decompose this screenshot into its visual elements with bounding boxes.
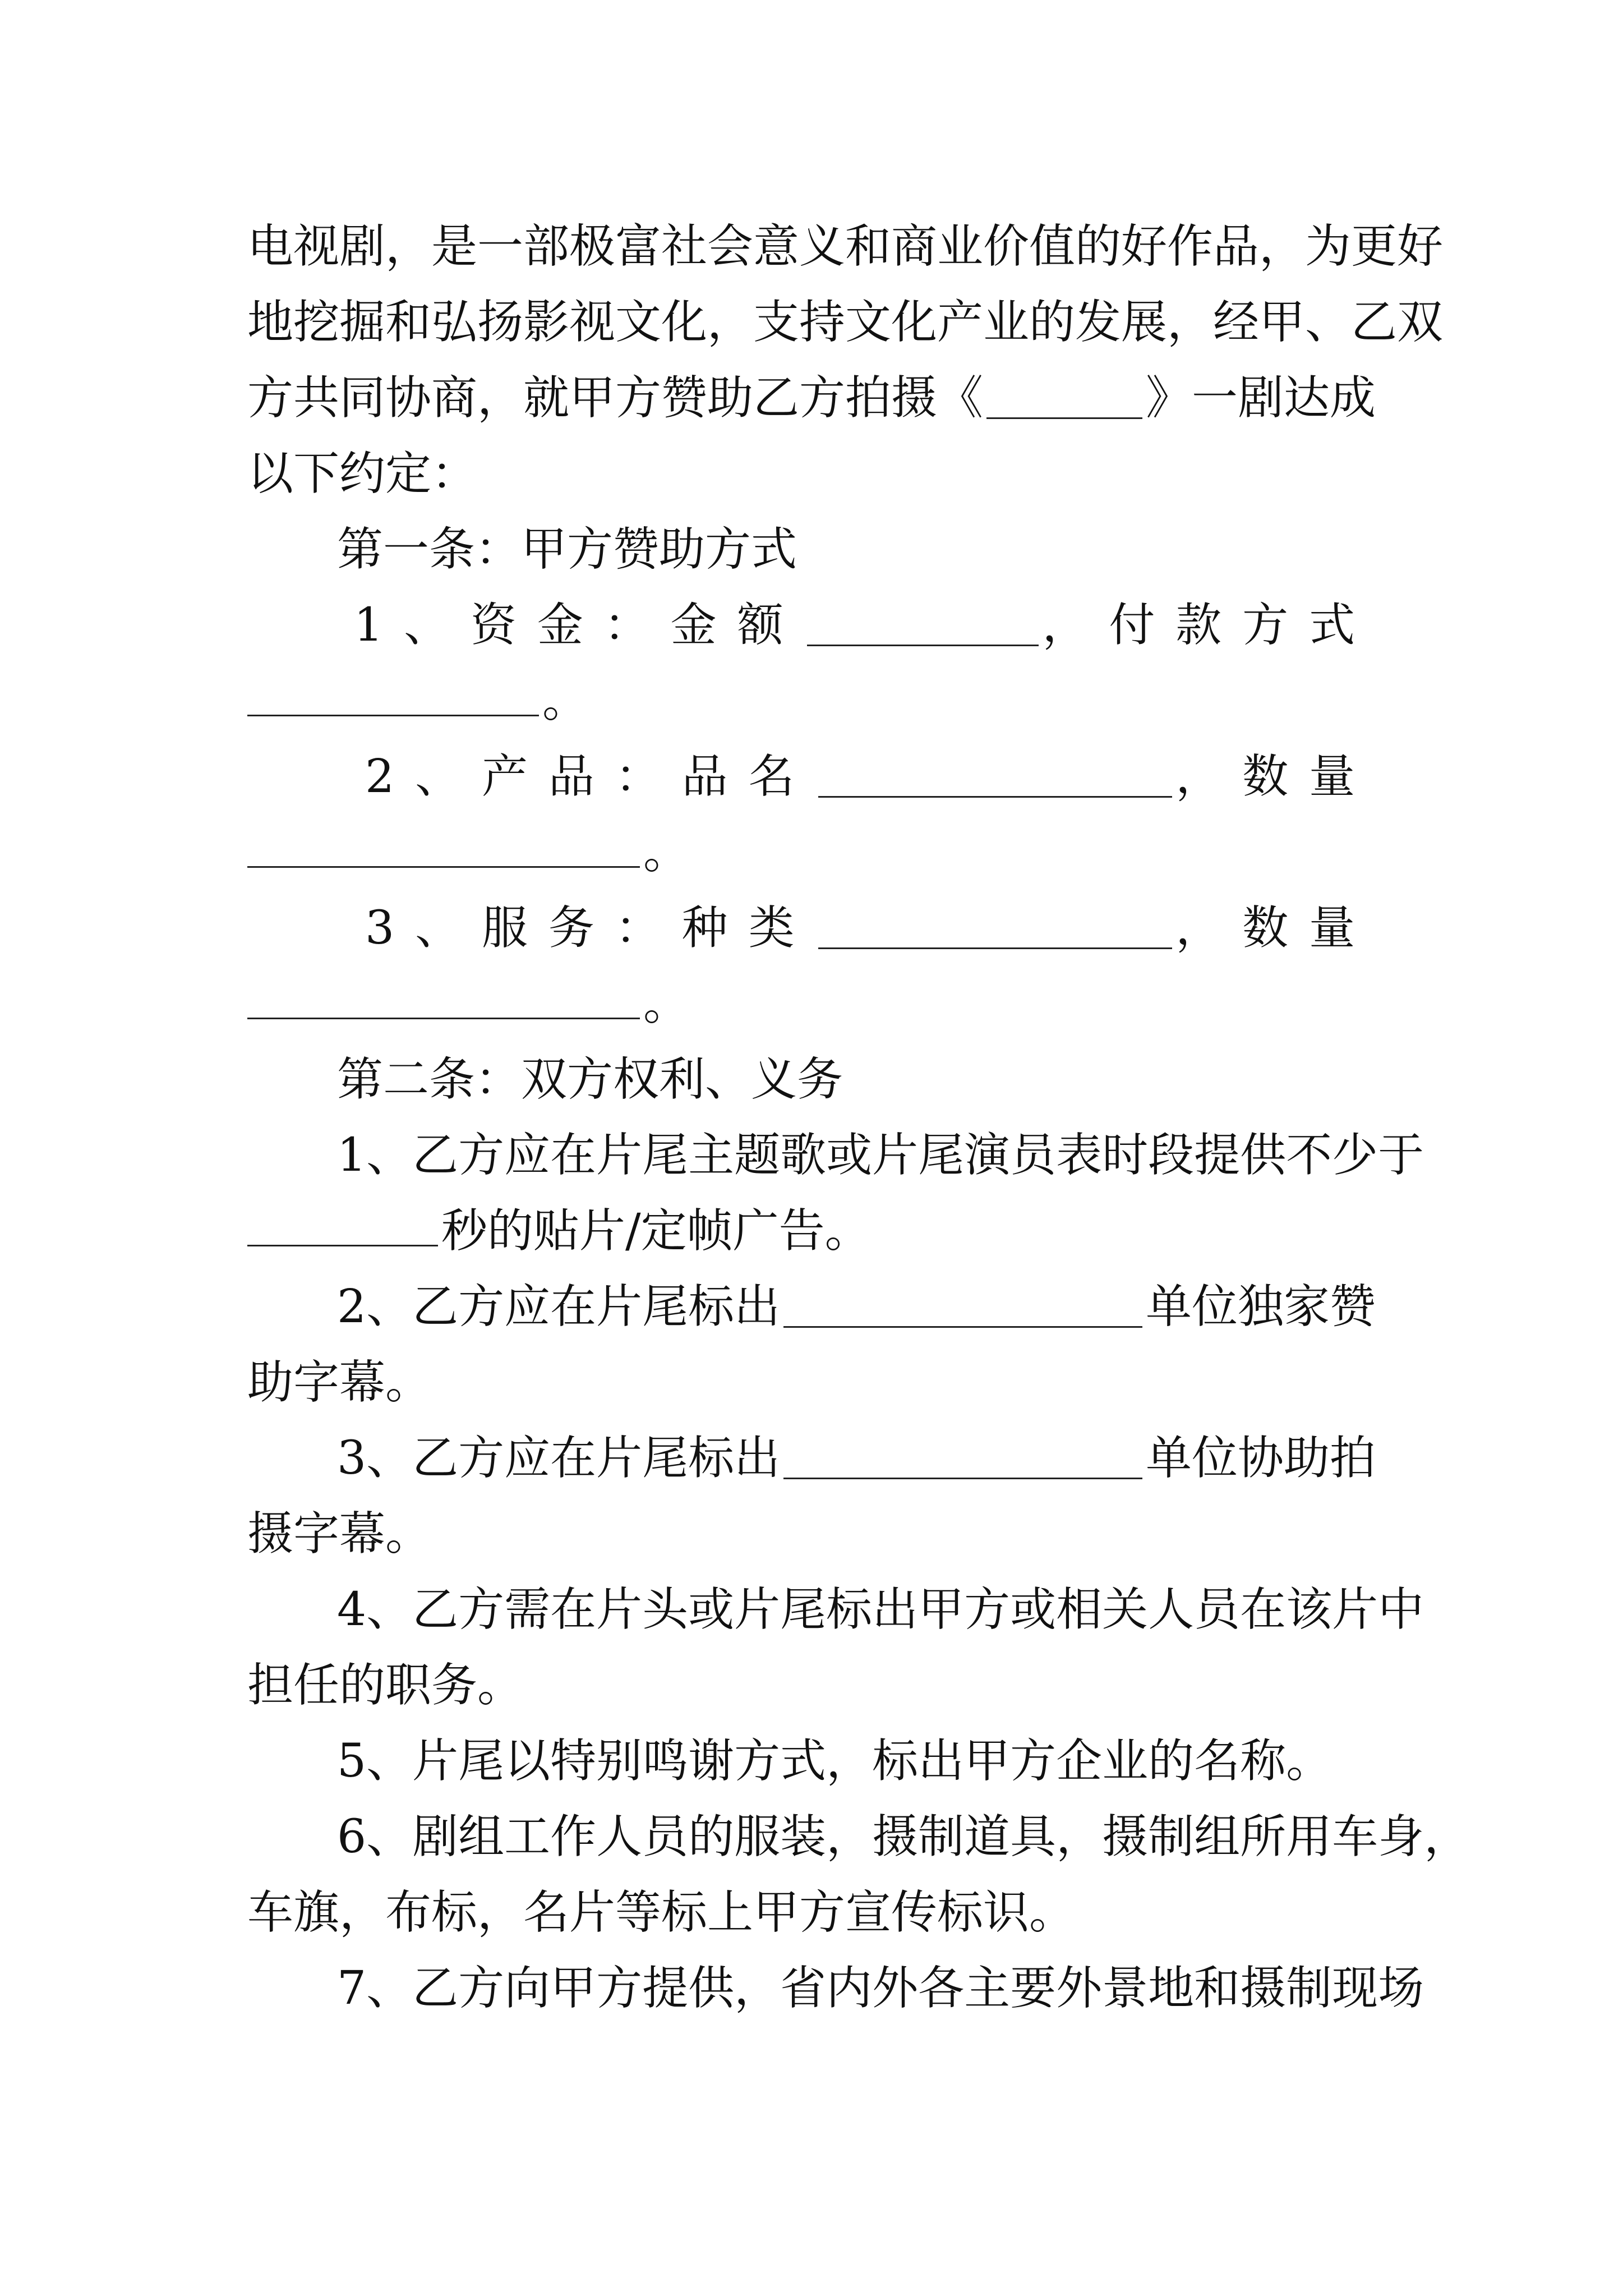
a2-item-6-cont bbox=[247, 1882, 1376, 1944]
a2-item-4-cont bbox=[247, 1655, 1376, 1717]
drama-title-blank[interactable] bbox=[986, 378, 1142, 419]
intro-text-1: 电视剧，是一部极富社会意义和商业价值的好作品，为更好 bbox=[247, 220, 1444, 273]
a2-item-3 bbox=[337, 1428, 1376, 1489]
a2-item-3-end: 摄字幕。 bbox=[247, 1507, 432, 1561]
a1-item-1 bbox=[354, 595, 1376, 656]
a2-item-2-text: 2、乙方应在片尾标出 bbox=[337, 1280, 781, 1333]
a1-item-1-cont bbox=[247, 670, 1376, 732]
a2-item-6-text: 6、剧组工作人员的服装，摄制道具，摄制组所用车身， bbox=[337, 1810, 1470, 1864]
a2-item-5 bbox=[337, 1731, 1376, 1792]
amount-blank[interactable] bbox=[807, 605, 1039, 646]
intro-text-4: 以下约定： bbox=[247, 447, 478, 500]
article-1-heading: 第一条：甲方赞助方式 bbox=[337, 523, 797, 576]
a2-item-3-text: 3、乙方应在片尾标出 bbox=[337, 1432, 781, 1485]
intro-text-2: 地挖掘和弘扬影视文化，支持文化产业的发展，经甲、乙双 bbox=[247, 296, 1444, 349]
a1-item-3-label: 3、服务：种类 bbox=[365, 901, 815, 955]
a1-item-2-label: 2、产品：品名 bbox=[365, 750, 815, 803]
a1-item-3-cont bbox=[247, 973, 1376, 1035]
intro-line-4 bbox=[247, 443, 1376, 505]
intro-text-3b: 》一剧达成 bbox=[1145, 371, 1376, 425]
a1-item-2-cont bbox=[247, 822, 1376, 884]
article-2-heading: 第二条：双方权利、义务 bbox=[337, 1053, 843, 1106]
sponsor-unit-blank[interactable] bbox=[783, 1287, 1142, 1328]
a2-item-2 bbox=[337, 1276, 1376, 1338]
a1-item-3-end: 。 bbox=[643, 977, 690, 1030]
service-type-blank[interactable] bbox=[818, 908, 1172, 949]
a2-item-7 bbox=[337, 1958, 1424, 2019]
a1-item-2 bbox=[365, 746, 1376, 808]
a1-item-1-label: 1、资金：金额 bbox=[354, 599, 804, 652]
intro-text-3a: 方共同协商，就甲方赞助乙方拍摄《 bbox=[247, 371, 984, 425]
a1-item-1-payment: ，付款方式 bbox=[1042, 599, 1376, 652]
a1-item-2-qty: ，数量 bbox=[1175, 750, 1376, 803]
a2-item-1 bbox=[337, 1125, 1424, 1186]
a2-item-6-end: 车旗，布标，名片等标上甲方宣传标识。 bbox=[247, 1886, 1076, 1939]
a2-item-1-end: 秒的贴片/定帧广告。 bbox=[441, 1204, 871, 1258]
product-qty-blank[interactable] bbox=[247, 827, 640, 868]
intro-line-1 bbox=[247, 216, 1444, 278]
a2-item-4 bbox=[337, 1579, 1424, 1641]
intro-line-2 bbox=[247, 292, 1444, 353]
a2-item-4-text: 4、乙方需在片头或片尾标出甲方或相关人员在该片中 bbox=[337, 1583, 1424, 1636]
a2-item-4-end: 担任的职务。 bbox=[247, 1659, 524, 1712]
a1-item-1-end: 。 bbox=[542, 674, 589, 728]
service-qty-blank[interactable] bbox=[247, 978, 640, 1019]
a1-item-3-qty: ，数量 bbox=[1175, 901, 1376, 955]
article-2-title bbox=[337, 1049, 1376, 1111]
a2-item-5-text: 5、片尾以特别鸣谢方式，标出甲方企业的名称。 bbox=[337, 1734, 1332, 1788]
a2-item-2-tail: 单位独家赞 bbox=[1145, 1280, 1376, 1333]
a2-item-1-cont bbox=[247, 1200, 1376, 1262]
a2-item-7-text: 7、乙方向甲方提供，省内外各主要外景地和摄制现场 bbox=[337, 1962, 1424, 2015]
a1-item-2-end: 。 bbox=[643, 826, 690, 879]
a2-item-2-end: 助字幕。 bbox=[247, 1356, 432, 1409]
a2-item-1-text: 1、乙方应在片尾主题歌或片尾演员表时段提供不少于 bbox=[337, 1129, 1424, 1182]
product-name-blank[interactable] bbox=[818, 757, 1172, 798]
article-1-title bbox=[337, 519, 1376, 581]
assist-unit-blank[interactable] bbox=[783, 1438, 1142, 1479]
a2-item-6 bbox=[337, 1806, 1470, 1868]
a1-item-3 bbox=[365, 898, 1376, 959]
a2-item-3-cont bbox=[247, 1503, 1376, 1565]
a2-item-2-cont bbox=[247, 1352, 1376, 1414]
intro-line-3 bbox=[247, 367, 1376, 429]
a2-item-3-tail: 单位协助拍 bbox=[1145, 1432, 1376, 1485]
payment-method-blank[interactable] bbox=[247, 675, 539, 716]
seconds-blank[interactable] bbox=[247, 1205, 438, 1246]
